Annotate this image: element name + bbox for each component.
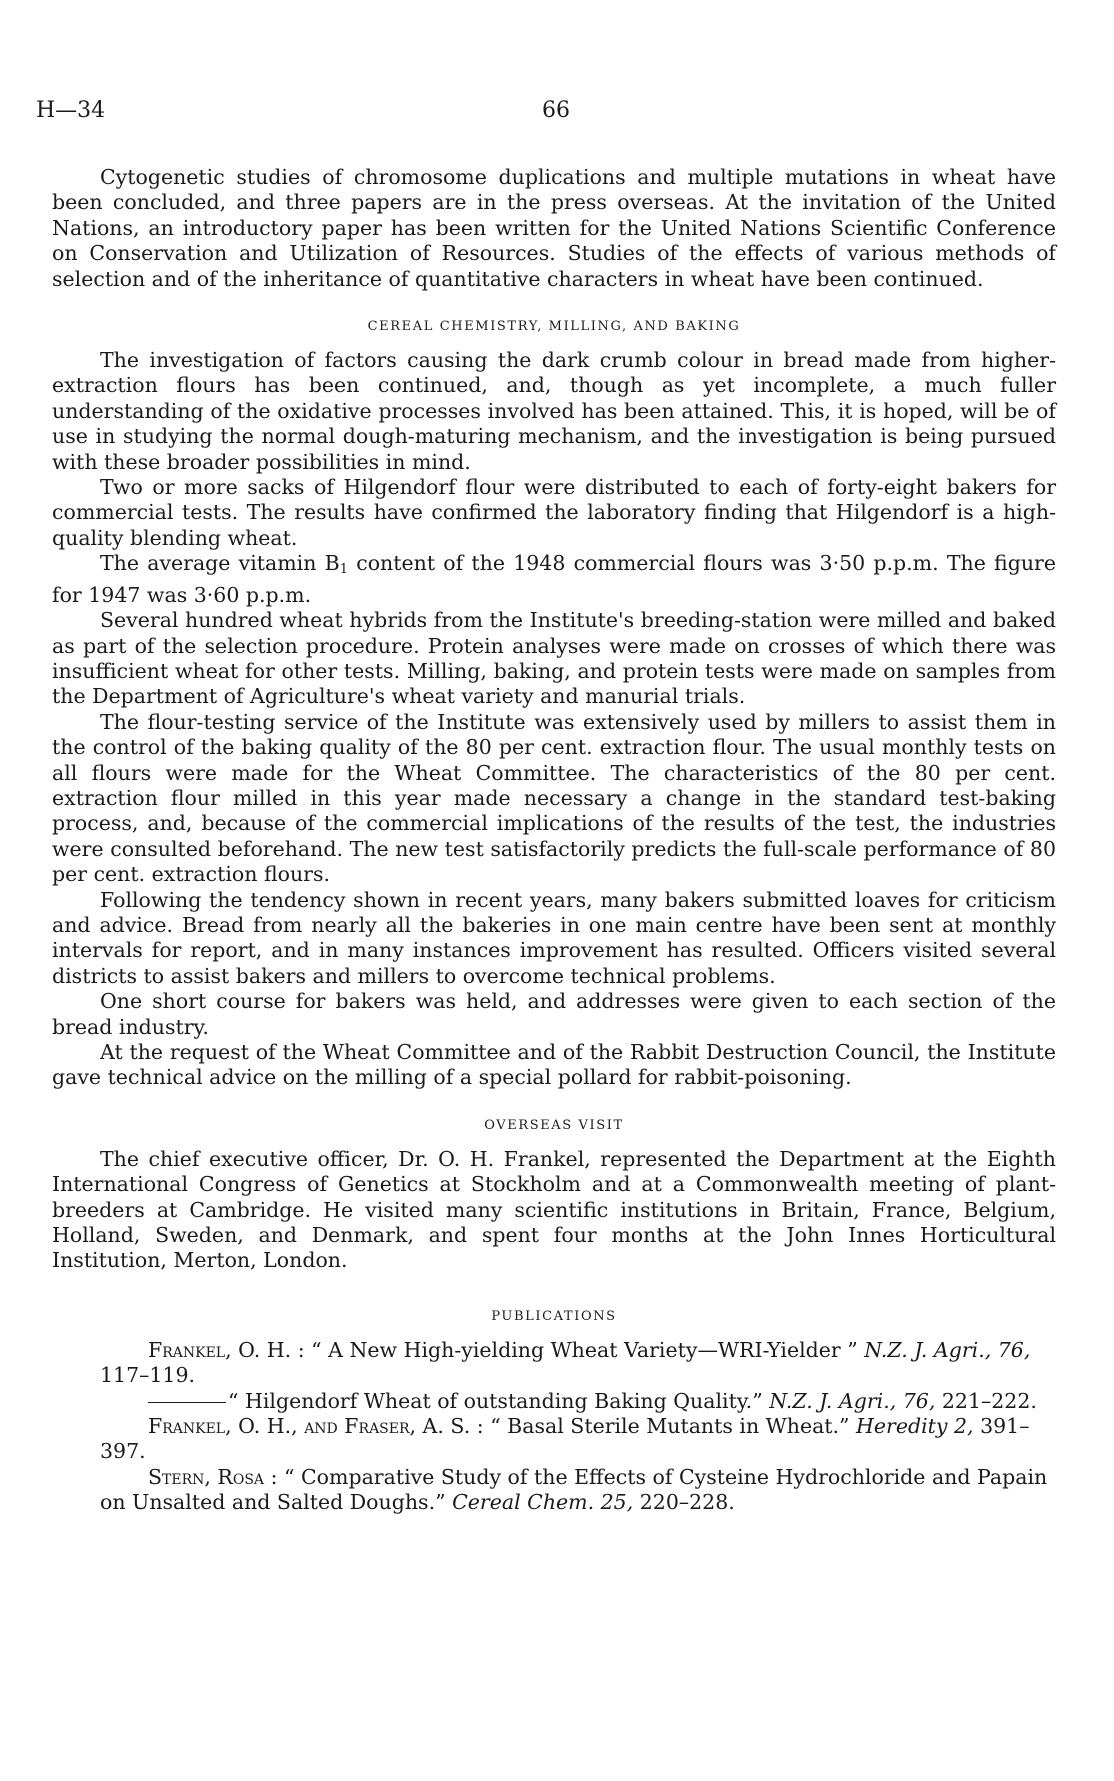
cereal-paragraph-7: One short course for bakers was held, and addresses were given to each section of the bread industry. — [52, 989, 1056, 1039]
publication-separator: : — [291, 1337, 312, 1362]
publication-pages: 391–397. — [100, 1414, 1030, 1464]
page-header — [36, 98, 1076, 128]
publication-journal: N.Z. J. Agri., 76, — [769, 1388, 936, 1413]
page-body — [52, 165, 1056, 1516]
vitamin-subscript: 1 — [339, 562, 349, 578]
cereal-paragraph-2: Two or more sacks of Hilgendorf flour were distributed to each of forty-eight bakers for commercial tests. The results have confirmed the laboratory finding that Hilgendorf is a high-quality blending wheat. — [52, 475, 1056, 550]
publication-title: “ Hilgendorf Wheat of outstanding Baking Quality.” — [228, 1388, 770, 1413]
document-reference: H—34 — [36, 98, 106, 123]
section-heading-cereal-chemistry: CEREAL CHEMISTRY, MILLING, AND BAKING — [367, 319, 741, 335]
publication-pages: 220–228. — [633, 1490, 735, 1515]
publication-entry — [52, 1465, 1056, 1516]
cereal-paragraph-6: Following the tendency shown in recent years, many bakers submitted loaves for criticism and advice. Bread from nearly all the bakeries in one main centre have been sent at monthly intervals for report, and in many instances improvement has resulted. Officers visited several districts to assist bakers and millers to overcome technical problems. — [52, 887, 1056, 988]
cereal-paragraph-8: At the request of the Wheat Committee and of the Rabbit Destruction Council, the Institute gave technical advice on the milling of a special pollard for rabbit-poisoning. — [52, 1040, 1056, 1090]
publication-entry — [52, 1414, 1056, 1465]
publication-entry — [52, 1389, 1056, 1414]
publication-author: Frankel, O. H., and Fraser, A. S. — [148, 1414, 471, 1439]
publication-title: “ Comparative Study of the Effects of Cysteine Hydrochloride and Papain on Unsalted and Salted Doughs.” — [100, 1464, 1048, 1515]
cereal-paragraph-4: Several hundred wheat hybrids from the Institute's breeding-station were milled and baked as part of the selection procedure. Protein analyses were made on crosses of which there was insufficient wheat for other tests. Milling, baking, and protein tests were made on samples from the Department of Agriculture's wheat variety and manurial trials. — [52, 608, 1056, 709]
publication-separator: : — [470, 1414, 491, 1439]
publication-author: Frankel, O. H. — [148, 1337, 292, 1362]
publication-pages: 221–222. — [935, 1388, 1037, 1413]
section-heading-publications: PUBLICATIONS — [491, 1308, 617, 1324]
publication-journal: N.Z. J. Agri., 76, — [864, 1337, 1031, 1362]
page-number: 66 — [542, 98, 570, 123]
section-heading-overseas-visit: OVERSEAS VISIT — [484, 1117, 624, 1133]
vitamin-text-start: The average vitamin B — [100, 551, 340, 576]
cereal-paragraph-3 — [52, 551, 1056, 608]
publication-journal: Cereal Chem. 25, — [452, 1490, 634, 1515]
publication-journal: Heredity 2, — [856, 1414, 974, 1439]
publication-title: “ Basal Sterile Mutants in Wheat.” — [490, 1414, 857, 1439]
publication-title: “ A New High-yielding Wheat Variety—WRI-Yielder ” — [311, 1337, 865, 1362]
publications-list — [52, 1338, 1056, 1516]
intro-paragraph: Cytogenetic studies of chromosome duplications and multiple mutations in wheat have been concluded, and three papers are in the press overseas. At the invitation of the United Nations, an introductory paper has been written for the United Nations Scientific Conference on Conservation and Utilization of Resources. Studies of the effects of various methods of selection and of the inheritance of quantitative characters in wheat have been continued. — [52, 165, 1056, 291]
publication-separator: : — [264, 1464, 284, 1489]
publication-pages: 117–119. — [100, 1363, 196, 1388]
publication-entry — [52, 1338, 1056, 1389]
cereal-paragraph-1: The investigation of factors causing the dark crumb colour in bread made from higher-extraction flours has been continued, and, though as yet incomplete, a much fuller understanding of the oxidative processes involved has been attained. This, it is hoped, will be of use in studying the normal dough-maturing mechanism, and the investigation is being pursued with these broader possibilities in mind. — [52, 348, 1056, 474]
publication-author: Stern, Rosa — [148, 1464, 265, 1489]
cereal-paragraph-5: The flour-testing service of the Institute was extensively used by millers to assist them in the control of the baking quality of the 80 per cent. extraction flour. The usual monthly tests on all flours were made for the Wheat Committee. The characteristics of the 80 per cent. extraction flour milled in this year made necessary a change in the standard test-baking process, and, because of the commercial implications of the results of the test, the industries were consulted beforehand. The new test satisfactorily predicts the full-scale performance of 80 per cent. extraction flours. — [52, 709, 1056, 887]
ditto-dash — [148, 1402, 226, 1403]
overseas-paragraph: The chief executive officer, Dr. O. H. Frankel, represented the Department at the Eighth International Congress of Genetics at Stockholm and at a Commonwealth meeting of plant-breeders at Cambridge. He visited many scientific institutions in Britain, France, Belgium, Holland, Sweden, and Denmark, and spent four months at the John Innes Horticultural Institution, Merton, London. — [52, 1146, 1056, 1273]
vitamin-text-end: content of the 1948 commercial flours was 3·50 p.p.m. The figure for 1947 was 3·60 p.p.m. — [52, 551, 1056, 607]
